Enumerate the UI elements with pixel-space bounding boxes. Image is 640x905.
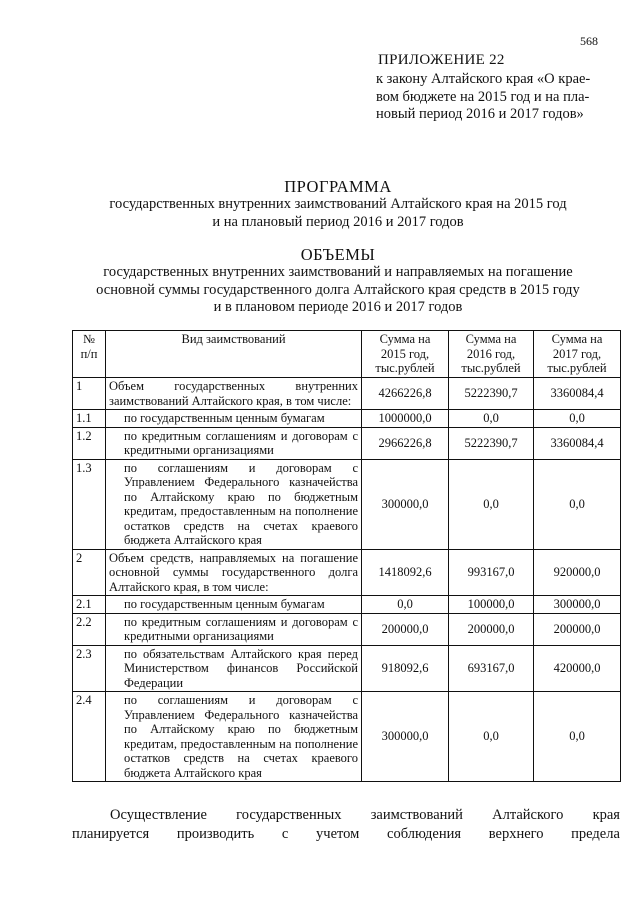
amount-2016: 993167,0 (449, 549, 534, 596)
volumes-subtitle-line: и в плановом периоде 2016 и 2017 годов (213, 299, 463, 315)
table-header-row (73, 331, 621, 378)
amount-2017: 0,0 (534, 459, 621, 549)
closing-line (72, 825, 620, 844)
page-number: 568 (580, 34, 598, 48)
table-row (73, 410, 621, 428)
row-description: Объем средств, направляемых на погашение основной суммы государственного долга Алтайского края, в том числе: (106, 549, 362, 596)
header-number-line: № (83, 332, 95, 346)
closing-word: соблюдения (387, 826, 462, 842)
closing-word: с (281, 826, 289, 842)
header-2015-line: 2015 год, (380, 346, 430, 361)
row-number: 2.2 (73, 613, 106, 645)
table-row (73, 427, 621, 459)
closing-word: Алтайского (492, 807, 564, 823)
amount-2015: 300000,0 (362, 692, 449, 782)
amount-2016: 5222390,7 (449, 427, 534, 459)
table-row (73, 692, 621, 782)
table-row (73, 459, 621, 549)
row-description: по государственным ценным бумагам (106, 596, 362, 614)
closing-word: учетом (316, 826, 360, 842)
amount-2015: 200000,0 (362, 613, 449, 645)
header-2016 (449, 331, 534, 378)
amount-2016: 0,0 (449, 692, 534, 782)
closing-word: государственных (236, 807, 342, 823)
program-heading (40, 177, 636, 231)
amount-2015: 0,0 (362, 596, 449, 614)
amount-2016: 100000,0 (449, 596, 534, 614)
closing-word: края (592, 807, 620, 823)
closing-paragraph (72, 806, 620, 844)
amount-2017: 0,0 (534, 692, 621, 782)
amount-2015: 1000000,0 (362, 410, 449, 428)
header-2016-line: 2016 год, (466, 346, 516, 361)
amount-2017: 3360084,4 (534, 427, 621, 459)
header-2015-line: тыс.рублей (375, 361, 435, 375)
amount-2017: 200000,0 (534, 613, 621, 645)
amount-2017: 420000,0 (534, 645, 621, 692)
row-description: Объем государственных внутренних заимствований Алтайского края, в том числе: (106, 378, 362, 410)
amount-2017: 300000,0 (534, 596, 621, 614)
borrowings-table (72, 330, 621, 782)
table-row (73, 596, 621, 614)
row-number: 2 (73, 549, 106, 596)
header-borrowing-type: Вид заимствований (106, 331, 362, 378)
row-number: 1 (73, 378, 106, 410)
program-subtitle-line: и на плановый период 2016 и 2017 годов (212, 213, 464, 230)
volumes-title: ОБЪЕМЫ (300, 245, 376, 264)
amount-2016: 0,0 (449, 410, 534, 428)
amount-2015: 1418092,6 (362, 549, 449, 596)
table-row (73, 378, 621, 410)
table-row (73, 645, 621, 692)
appendix-text (376, 71, 616, 124)
volumes-subtitle-line: основной суммы государственного долга Алтайского края средств в 2015 году (96, 281, 580, 298)
appendix-line: вом бюджете на 2015 год и на пла- (376, 88, 590, 105)
row-number: 1.1 (73, 410, 106, 428)
amount-2016: 5222390,7 (449, 378, 534, 410)
row-number: 2.1 (73, 596, 106, 614)
program-title: ПРОГРАММА (284, 177, 392, 196)
volumes-subtitle-line: государственных внутренних заимствований и направляемых на погашение (103, 264, 573, 280)
appendix-line: к закону Алтайского края «О крае- (376, 71, 591, 87)
volumes-heading (40, 245, 636, 317)
closing-line (72, 806, 620, 825)
header-2015 (362, 331, 449, 378)
row-description: по соглашениям и договорам с Управлением Федерального казначейства по Алтайскому краю по бюджетным кредитам, предоставленным на пополнение остатков средств на счетах краевого бюджета Алтайского края (106, 692, 362, 782)
header-2017-line: тыс.рублей (547, 361, 607, 375)
amount-2016: 693167,0 (449, 645, 534, 692)
header-2017-line: Сумма на (551, 332, 603, 346)
header-2017-line: 2017 год, (552, 346, 602, 361)
program-subtitle-line: государственных внутренних заимствований Алтайского края на 2015 год (109, 196, 567, 212)
row-description: по кредитным соглашениям и договорам с кредитными организациями (106, 613, 362, 645)
amount-2016: 200000,0 (449, 613, 534, 645)
appendix-block (376, 52, 616, 124)
closing-word: заимствований (370, 807, 463, 823)
row-description: по государственным ценным бумагам (106, 410, 362, 428)
header-number (73, 331, 106, 378)
closing-word: Осуществление (110, 807, 207, 823)
header-2017 (534, 331, 621, 378)
appendix-title: ПРИЛОЖЕНИЕ 22 (378, 52, 505, 68)
row-description: по обязательствам Алтайского края перед Министерством финансов Российской Федерации (106, 645, 362, 692)
table-row (73, 613, 621, 645)
amount-2017: 920000,0 (534, 549, 621, 596)
closing-word: производить (176, 826, 255, 842)
row-number: 2.4 (73, 692, 106, 782)
closing-word: предела (571, 826, 620, 842)
row-description: по кредитным соглашениям и договорам с кредитными организациями (106, 427, 362, 459)
row-number: 2.3 (73, 645, 106, 692)
amount-2015: 2966226,8 (362, 427, 449, 459)
header-2016-line: тыс.рублей (461, 361, 521, 375)
amount-2016: 0,0 (449, 459, 534, 549)
row-number: 1.3 (73, 459, 106, 549)
header-number-line: п/п (80, 346, 98, 361)
closing-word: планируется (72, 826, 150, 842)
amount-2017: 3360084,4 (534, 378, 621, 410)
closing-word: верхнего (488, 826, 544, 842)
header-2015-line: Сумма на (379, 332, 431, 346)
header-2016-line: Сумма на (465, 332, 517, 346)
amount-2015: 918092,6 (362, 645, 449, 692)
table-row (73, 549, 621, 596)
amount-2015: 4266226,8 (362, 378, 449, 410)
row-number: 1.2 (73, 427, 106, 459)
amount-2015: 300000,0 (362, 459, 449, 549)
amount-2017: 0,0 (534, 410, 621, 428)
appendix-line: новый период 2016 и 2017 годов» (376, 106, 584, 122)
row-description: по соглашениям и договорам с Управлением Федерального казначейства по Алтайскому краю по бюджетным кредитам, предоставленным на пополнение остатков средств на счетах краевого бюджета Алтайского края (106, 459, 362, 549)
